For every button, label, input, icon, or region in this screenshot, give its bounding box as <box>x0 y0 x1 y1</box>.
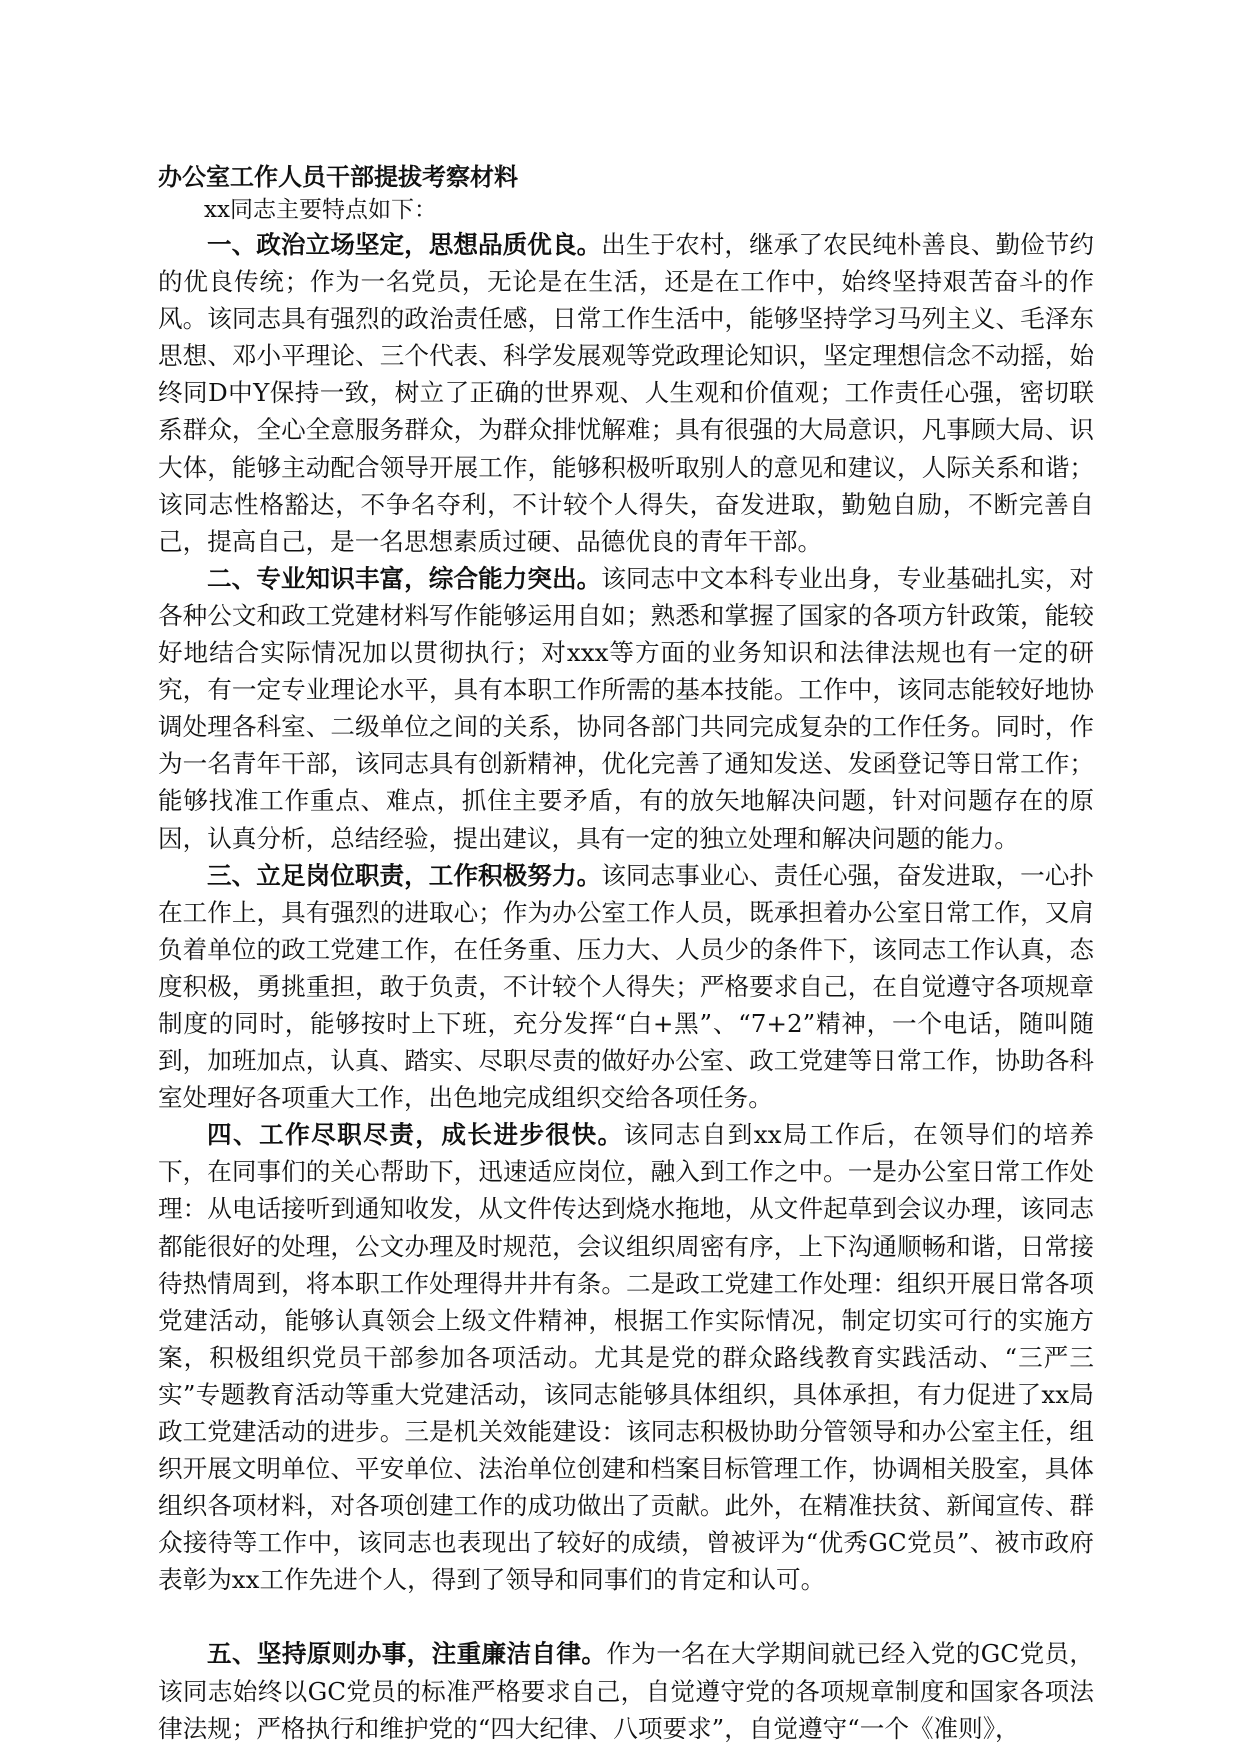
intro-line: xx同志主要特点如下： <box>204 197 437 223</box>
section-5-body: 作为一名在大学期间就已经入党的GC党员，该同志始终以GC党员的标准严格要求自己，自觉遵守党的各项规章制度和国家各项法律法规；严格执行和维护党的“四大纪律、八项要求”，自觉遵守“一个《准则》， <box>158 1639 1094 1743</box>
paragraph-gap <box>158 1598 1094 1635</box>
section-4-heading: 四、工作尽职尽责，成长进步很快。 <box>207 1120 624 1150</box>
section-1-heading: 一、政治立场坚定，思想品质优良。 <box>207 230 602 259</box>
section-5-heading: 五、坚持原则办事，注重廉洁自律。 <box>207 1639 607 1669</box>
section-3-body: 该同志事业心、责任心强，奋发进取，一心扑在工作上，具有强烈的进取心；作为办公室工作人员，既承担着办公室日常工作，又肩负着单位的政工党建工作，在任务重、压力大、人员少的条件下，该同志工作认真，态度积极，勇挑重担，敢于负责，不计较个人得失；严格要求自己，在自觉遵守各项规章制度的同时，能够按时上下班，充分发挥“白+黑”、“7+2”精神，一个电话，随叫随到，加班加点，认真、踏实、尽职尽责的做好办公室、政工党建等日常工作，协助各科室处理好各项重大工作，出色地完成组织交给各项任务。 <box>158 860 1094 1113</box>
section-4 <box>158 1116 1094 1598</box>
document-page <box>158 162 1094 1747</box>
section-2 <box>158 560 1094 857</box>
document-title: 办公室工作人员干部提拔考察材料 <box>158 162 518 191</box>
section-3-heading: 三、立足岗位职责，工作积极努力。 <box>207 860 602 890</box>
section-3 <box>158 857 1094 1117</box>
section-4-body: 该同志自到xx局工作后，在领导们的培养下，在同事们的关心帮助下，迅速适应岗位，融入到工作之中。一是办公室日常工作处理：从电话接听到通知收发，从文件传达到烧水拖地，从文件起草到会议办理，该同志都能很好的处理，公文办理及时规范，会议组织周密有序，上下沟通顺畅和谐，日常接待热情周到，将本职工作处理得井井有条。二是政工党建工作处理：组织开展日常各项党建活动，能够认真领会上级文件精神，根据工作实际情况，制定切实可行的实施方案，积极组织党员干部参加各项活动。尤其是党的群众路线教育实践活动、“三严三实”专题教育活动等重大党建活动，该同志能够具体组织，具体承担，有力促进了xx局政工党建活动的进步。三是机关效能建设：该同志积极协助分管领导和办公室主任，组织开展文明单位、平安单位、法治单位创建和档案目标管理工作，协调相关股室，具体组织各项材料，对各项创建工作的成功做出了贡献。此外，在精准扶贫、新闻宣传、群众接待等工作中，该同志也表现出了较好的成绩，曾被评为“优秀GC党员”、被市政府表彰为xx工作先进个人，得到了领导和同事们的肯定和认可。 <box>158 1120 1094 1595</box>
section-1 <box>158 226 1094 560</box>
section-1-body: 出生于农村，继承了农民纯朴善良、勤俭节约的优良传统；作为一名党员，无论是在生活，还是在工作中，始终坚持艰苦奋斗的作风。该同志具有强烈的政治责任感，日常工作生活中，能够坚持学习马列主义、毛泽东思想、邓小平理论、三个代表、科学发展观等党政理论知识，坚定理想信念不动摇，始终同D中Y保持一致，树立了正确的世界观、人生观和价值观；工作责任心强，密切联系群众，全心全意服务群众，为群众排忧解难；具有很强的大局意识，凡事顾大局、识大体，能够主动配合领导开展工作，能够积极听取别人的意见和建议，人际关系和谐；该同志性格豁达，不争名夺利，不计较个人得失，奋发进取，勤勉自励，不断完善自己，提高自己，是一名思想素质过硬、品德优良的青年干部。 <box>158 230 1094 556</box>
section-2-body: 该同志中文本科专业出身，专业基础扎实，对各种公文和政工党建材料写作能够运用自如；熟悉和掌握了国家的各项方针政策，能较好地结合实际情况加以贯彻执行；对xxx等方面的业务知识和法律法规也有一定的研究，有一定专业理论水平，具有本职工作所需的基本技能。工作中，该同志能较好地协调处理各科室、二级单位之间的关系，协同各部门共同完成复杂的工作任务。同时，作为一名青年干部，该同志具有创新精神，优化完善了通知发送、发函登记等日常工作；能够找准工作重点、难点，抓住主要矛盾，有的放矢地解决问题，针对问题存在的原因，认真分析，总结经验，提出建议，具有一定的独立处理和解决问题的能力。 <box>158 563 1094 853</box>
section-5 <box>158 1635 1094 1746</box>
section-2-heading: 二、专业知识丰富，综合能力突出。 <box>207 563 602 593</box>
